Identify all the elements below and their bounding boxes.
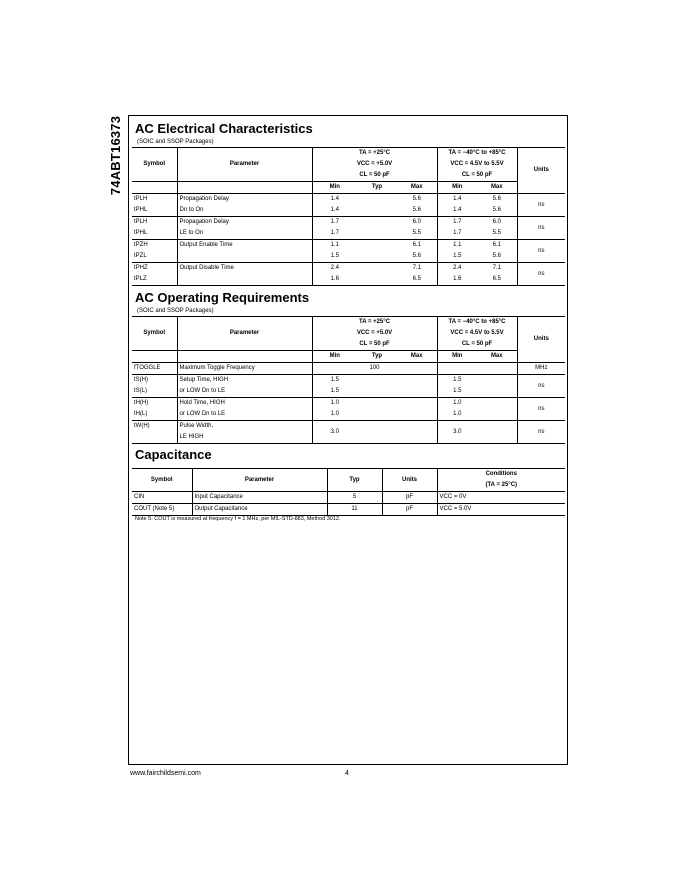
cell-max2: 5.6 [477, 205, 517, 217]
table-row-symbol: tPHL [132, 228, 177, 240]
cell-min2: 1.4 [437, 205, 477, 217]
hdr-parameter: Parameter [192, 469, 327, 492]
cell-max: 6.1 [397, 240, 437, 252]
hdr-min2: Min [437, 182, 477, 194]
cell-min: 2.4 [330, 265, 339, 271]
cell-min: 1.0 [330, 400, 339, 406]
cell-min2: 1.6 [437, 274, 477, 286]
cond2-ta: TA = −40°C to +85°C [437, 317, 517, 329]
ac-char-table [132, 147, 565, 286]
cell-min: 1.7 [330, 219, 339, 225]
cell-min: 1.7 [312, 228, 357, 240]
table-row-parameter: Maximum Toggle Frequency [177, 363, 312, 375]
hdr-min: Min [312, 182, 357, 194]
cond1-cl: CL = 50 pF [312, 170, 437, 182]
table-row-parameter: Dn to On [177, 205, 312, 217]
hdr-max: Max [397, 182, 437, 194]
table-row-symbol: tPHZ [132, 263, 177, 275]
table-row-symbol: tPZL [132, 251, 177, 263]
cell-min: 1.5 [312, 251, 357, 263]
table-row-parameter: Output Capacitance [192, 504, 327, 516]
cell-max: 5.6 [397, 194, 437, 206]
table-row-parameter: Output Disable Time [177, 263, 312, 275]
cell-units: ns [517, 194, 565, 217]
table-row-symbol: CIN [132, 492, 192, 504]
hdr-conditions-ta: (TA = 25°C) [437, 480, 565, 492]
cond1-ta: TA = +25°C [312, 317, 437, 329]
cell-max: 5.6 [397, 205, 437, 217]
cell-max2: 5.6 [477, 194, 517, 206]
cell-conditions: VCC = 5.0V [437, 504, 565, 516]
table-row-symbol: tPLH [132, 217, 177, 229]
table-row-parameter: or LOW Dn to LE [177, 386, 312, 398]
cell-min2: 1.1 [453, 242, 462, 248]
table-row-symbol: tH(L) [132, 409, 177, 421]
table-row-symbol: tS(L) [132, 386, 177, 398]
table-row-parameter: Output Enable Time [177, 240, 312, 252]
hdr-max: Max [397, 351, 437, 363]
hdr-units: Units [382, 469, 437, 492]
cell-min2: 1.7 [453, 219, 462, 225]
part-number: 74ABT16373 [108, 115, 124, 195]
table-row-parameter: Setup Time, HIGH [177, 375, 312, 387]
hdr-parameter: Parameter [177, 148, 312, 182]
cell-min2: 2.4 [453, 265, 462, 271]
hdr-symbol: Symbol [132, 469, 192, 492]
hdr-units: Units [517, 317, 565, 363]
cond2-cl: CL = 50 pF [437, 170, 517, 182]
cell-units: ns [517, 240, 565, 263]
hdr-min: Min [312, 351, 357, 363]
hdr-conditions: Conditions [437, 469, 565, 481]
table-row-parameter: LE to On [177, 228, 312, 240]
capacitance-table [132, 468, 565, 516]
cell-min2: 1.0 [437, 409, 477, 421]
table-row-parameter: or LOW Dn to LE [177, 409, 312, 421]
table-row-parameter [177, 251, 312, 263]
table-row-symbol: tH(H) [132, 398, 177, 410]
hdr-min2: Min [437, 351, 477, 363]
cell-max: 7.1 [397, 263, 437, 275]
part-number-vertical [103, 115, 129, 195]
cond2-vcc: VCC = 4.5V to 5.5V [437, 159, 517, 170]
hdr-max2: Max [477, 182, 517, 194]
table-row-symbol: tPHL [132, 205, 177, 217]
table-row-parameter: Pulse Width, [177, 421, 312, 433]
cond1-vcc: VCC = +5.0V [312, 328, 437, 339]
cell-max: 6.5 [397, 274, 437, 286]
ac-char-subtitle: (SOIC and SSOP Packages) [137, 139, 214, 145]
ac-req-table [132, 316, 565, 444]
table-row-parameter: Hold Time, HIGH [177, 398, 312, 410]
cell-units: ns [517, 421, 565, 444]
cell-units: pF [382, 504, 437, 516]
cell-max2: 5.6 [477, 251, 517, 263]
cell-typ: 5 [327, 492, 382, 504]
cell-max2: 7.1 [477, 263, 517, 275]
cell-max: 5.5 [397, 228, 437, 240]
cell-min2: 1.5 [437, 386, 477, 398]
capacitance-title: Capacitance [135, 447, 212, 462]
table-row-parameter [177, 274, 312, 286]
cell-min: 1.4 [330, 196, 339, 202]
capacitance-note: Note 5: COUT is measured at frequency f = 1 MHz, per MIL-STD-883, Method 3012. [135, 516, 341, 522]
page-number: 4 [345, 770, 349, 777]
cell-min: 1.5 [330, 377, 339, 383]
cell-units: ns [517, 217, 565, 240]
table-row-symbol: fTOGGLE [132, 363, 177, 375]
cell-units: ns [517, 375, 565, 398]
hdr-typ: Typ [357, 351, 397, 363]
cell-min2: 1.4 [453, 196, 462, 202]
cell-units: ns [517, 263, 565, 286]
cell-min2: 1.0 [453, 400, 462, 406]
cell-min2: 1.7 [437, 228, 477, 240]
cond1-ta: TA = +25°C [312, 148, 437, 160]
table-row-symbol: tW(H) [132, 421, 177, 444]
ac-req-subtitle: (SOIC and SSOP Packages) [137, 308, 214, 314]
cell-typ: 11 [327, 504, 382, 516]
cell-max2: 6.0 [477, 217, 517, 229]
cell-min: 1.6 [312, 274, 357, 286]
cell-min: 1.0 [312, 409, 357, 421]
cell-max: 5.6 [397, 251, 437, 263]
website-link[interactable]: www.fairchildsemi.com [130, 770, 201, 777]
table-row-symbol: tPZH [132, 240, 177, 252]
hdr-units: Units [517, 148, 565, 194]
cell-units: pF [382, 492, 437, 504]
table-row-parameter: Propagation Delay [177, 194, 312, 206]
cell-min: 1.1 [330, 242, 339, 248]
hdr-max2: Max [477, 351, 517, 363]
hdr-symbol: Symbol [132, 317, 177, 351]
cond2-cl: CL = 50 pF [437, 339, 517, 351]
ac-req-title: AC Operating Requirements [135, 290, 310, 305]
cond1-vcc: VCC = +5.0V [312, 159, 437, 170]
ac-char-title: AC Electrical Characteristics [135, 121, 313, 136]
cell-max2: 5.5 [477, 228, 517, 240]
hdr-typ: Typ [327, 469, 382, 492]
cell-min2: 3.0 [437, 421, 477, 444]
cell-units: MHz [517, 363, 565, 375]
table-row-parameter: LE HIGH [177, 432, 312, 444]
hdr-symbol: Symbol [132, 148, 177, 182]
table-row-symbol: tPLH [132, 194, 177, 206]
cell-units: ns [517, 398, 565, 421]
table-row-symbol: tPLZ [132, 274, 177, 286]
cell-min: 3.0 [312, 421, 357, 444]
cell-max2: 6.5 [477, 274, 517, 286]
cell-min2: 1.5 [453, 377, 462, 383]
datasheet-frame [128, 115, 568, 765]
cell-max: 6.0 [397, 217, 437, 229]
cell-max2: 6.1 [477, 240, 517, 252]
cond2-vcc: VCC = 4.5V to 5.5V [437, 328, 517, 339]
cell-typ: 100 [312, 363, 437, 375]
cell-min: 1.4 [312, 205, 357, 217]
cell-min: 1.5 [312, 386, 357, 398]
table-row-parameter: Input Capacitance [192, 492, 327, 504]
cell-conditions: VCC = 0V [437, 492, 565, 504]
table-row-symbol: COUT (Note 5) [132, 504, 192, 516]
table-row-parameter: Propagation Delay [177, 217, 312, 229]
cell-min2: 1.5 [437, 251, 477, 263]
cond1-cl: CL = 50 pF [312, 339, 437, 351]
cond2-ta: TA = −40°C to +85°C [437, 148, 517, 160]
hdr-parameter: Parameter [177, 317, 312, 351]
hdr-typ: Typ [357, 182, 397, 194]
table-row-symbol: tS(H) [132, 375, 177, 387]
